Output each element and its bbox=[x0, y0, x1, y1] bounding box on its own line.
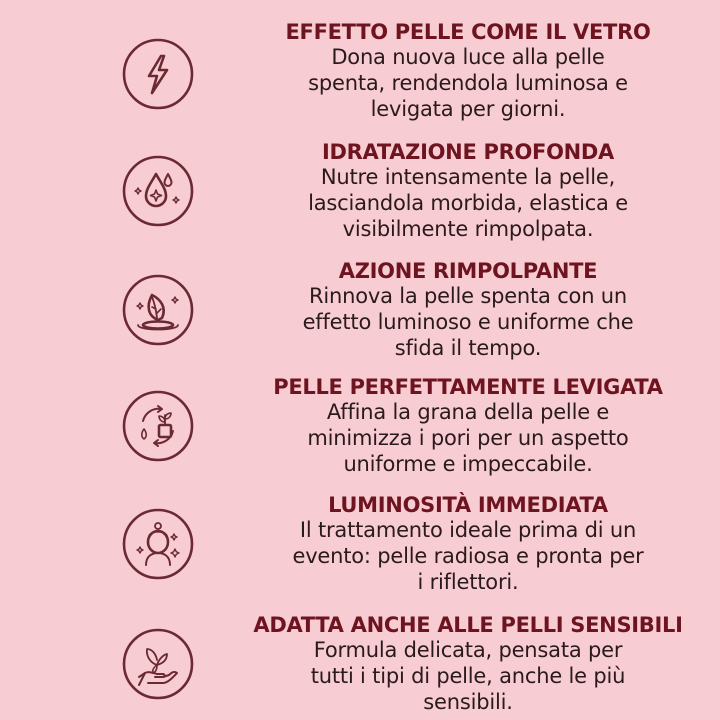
feature-title: ADATTA ANCHE ALLE PELLI SENSIBILI bbox=[253, 613, 683, 637]
feature-line: Dona nuova luce alla pelle bbox=[331, 45, 605, 69]
feature-line: Affina la grana della pelle e bbox=[326, 400, 610, 424]
feature-title: LUMINOSITÀ IMMEDIATA bbox=[328, 493, 608, 517]
feature-line: minimizza i pori per un aspetto bbox=[307, 426, 629, 450]
feature-line: sfida il tempo. bbox=[394, 336, 542, 360]
feature-title: AZIONE RIMPOLPANTE bbox=[338, 259, 598, 283]
feature-line: evento: pelle radiosa e pronta per bbox=[292, 544, 644, 568]
feature-line: lasciandola morbida, elastica e bbox=[308, 191, 628, 215]
feature-text bbox=[218, 259, 718, 361]
feature-line: uniforme e impeccabile. bbox=[343, 452, 593, 476]
feature-line: Nutre intensamente la pelle, bbox=[320, 165, 616, 189]
feature-line: Rinnova la pelle spenta con un bbox=[308, 284, 628, 308]
feature-line: spenta, rendendola luminosa e bbox=[308, 71, 628, 95]
leaf-icon bbox=[121, 273, 195, 347]
feature-text bbox=[218, 613, 718, 715]
feature-line: i riflettori. bbox=[417, 570, 519, 594]
face-sparkle-icon bbox=[121, 507, 195, 581]
hand-butterfly-icon bbox=[121, 627, 195, 701]
plant-cycle-icon bbox=[121, 389, 195, 463]
feature-line: sensibili. bbox=[423, 690, 513, 714]
feature-line: Il trattamento ideale prima di un bbox=[299, 518, 637, 542]
feature-line: visibilmente rimpolpata. bbox=[342, 217, 594, 241]
feature-line: tutti i tipi di pelle, anche le più bbox=[310, 664, 626, 688]
lightning-icon bbox=[121, 37, 195, 111]
feature-line: Formula delicata, pensata per bbox=[313, 638, 623, 662]
feature-title: IDRATAZIONE PROFONDA bbox=[322, 140, 614, 164]
feature-text bbox=[218, 375, 718, 477]
feature-text bbox=[218, 493, 718, 595]
feature-text bbox=[218, 20, 718, 122]
feature-title: PELLE PERFETTAMENTE LEVIGATA bbox=[273, 375, 663, 399]
water-drop-icon bbox=[121, 154, 195, 228]
feature-text bbox=[218, 140, 718, 242]
feature-line: effetto luminoso e uniforme che bbox=[302, 310, 634, 334]
feature-line: levigata per giorni. bbox=[370, 97, 566, 121]
feature-title: EFFETTO PELLE COME IL VETRO bbox=[285, 20, 651, 44]
